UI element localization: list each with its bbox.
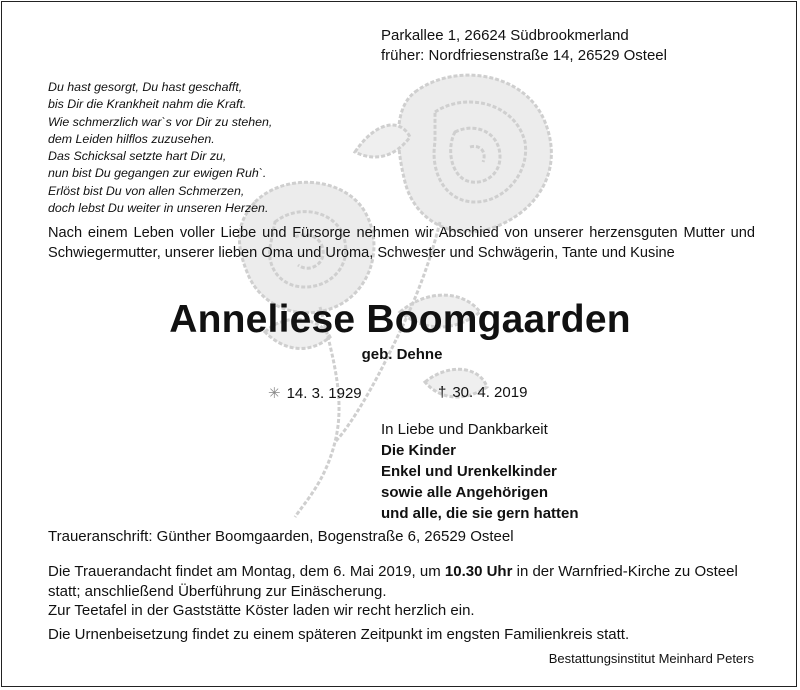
death-date-value: 30. 4. 2019: [452, 384, 528, 401]
deceased-name: Anneliese Boomgaarden: [169, 298, 631, 341]
death-date: [438, 384, 527, 401]
maiden-name: geb. Dehne: [361, 346, 443, 363]
poem-line: nun bist Du gegangen zur ewigen Ruh`.: [48, 166, 267, 181]
poem-line: Du hast gesorgt, Du hast geschafft,: [48, 80, 243, 94]
current-address: Parkallee 1, 26624 Südbrookmerland: [381, 27, 629, 44]
death-cross-icon: †: [438, 384, 447, 401]
mourners-block: [381, 419, 579, 524]
mourner-line: Enkel und Urenkelkinder: [381, 463, 557, 480]
poem: [48, 79, 272, 217]
mourner-line: sowie alle Angehörigen: [381, 484, 548, 501]
poem-line: bis Dir die Krankheit nahm die Kraft.: [48, 97, 247, 112]
mourning-address: Traueranschrift: Günther Boomgaarden, Bogenstraße 6, 26529 Osteel: [48, 528, 514, 545]
mourner-line: und alle, die sie gern hatten: [381, 505, 579, 522]
service-info: [48, 562, 755, 601]
birth-star-icon: ✳: [268, 385, 281, 402]
farewell-intro: Nach einem Leben voller Liebe und Fürsorge nehmen wir Abschied von unserer herzensguten Mutter und Schwiegermutter, unserer lieben Oma und Uroma, Schwester und Schwägerin, Tante und Kusine: [48, 225, 755, 261]
service-text-before: Die Trauerandacht findet am Montag, dem 6. Mai 2019, um: [48, 563, 445, 580]
poem-line: Das Schicksal setzte hart Dir zu,: [48, 149, 227, 164]
tea-invitation: Zur Teetafel in der Gaststätte Köster laden wir recht herzlich ein.: [48, 602, 475, 619]
mourners-heading: In Liebe und Dankbarkeit: [381, 421, 548, 438]
poem-line: Wie schmerzlich war`s vor Dir zu stehen,: [48, 114, 273, 129]
service-text-after: in der Warnfried-Kirche zu Osteel statt; anschließend Überführung zur Einäscherung.: [48, 563, 738, 600]
undertaker-name: Bestattungsinstitut Meinhard Peters: [548, 651, 754, 666]
poem-line: Erlöst bist Du von allen Schmerzen,: [48, 183, 245, 198]
poem-line: dem Leiden hilflos zuzusehen.: [48, 131, 215, 146]
residence-address: [381, 26, 667, 66]
birth-date-value: 14. 3. 1929: [286, 385, 362, 402]
service-time: 10.30 Uhr: [444, 563, 513, 580]
mourner-line: Die Kinder: [381, 442, 457, 459]
former-address: früher: Nordfriesenstraße 14, 26529 Osteel: [381, 47, 667, 64]
poem-line: doch lebst Du weiter in unseren Herzen.: [48, 201, 269, 216]
birth-date: [268, 384, 362, 402]
urn-burial-info: Die Urnenbeisetzung findet zu einem späteren Zeitpunkt im engsten Familienkreis statt.: [48, 626, 630, 643]
